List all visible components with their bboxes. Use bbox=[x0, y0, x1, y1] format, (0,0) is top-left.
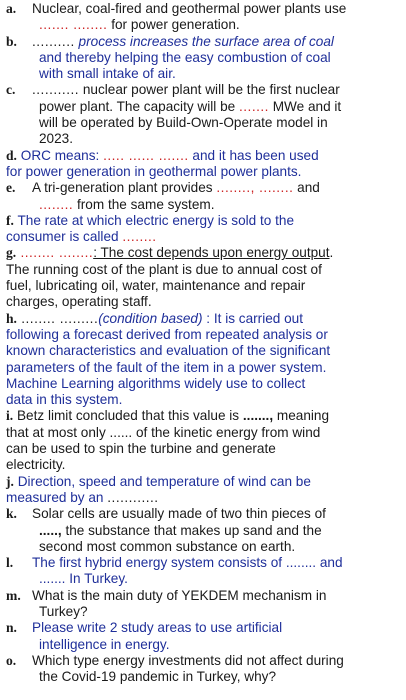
question-text: The rate at which electric energy is sold to the bbox=[13, 212, 295, 228]
question-text: ORC means: bbox=[16, 147, 104, 163]
question-text: and it has been used bbox=[188, 147, 319, 163]
question-text: Please write 2 study areas to use artificial bbox=[32, 620, 283, 636]
question-letter: h. bbox=[6, 310, 17, 326]
question-text: the Covid-19 pandemic in Turkey, why? bbox=[39, 669, 277, 685]
question-text: data in this system. bbox=[6, 392, 123, 408]
question-d bbox=[6, 148, 398, 181]
question-text: electricity. bbox=[6, 457, 66, 473]
question-m bbox=[6, 587, 398, 621]
question-letter: k. bbox=[6, 506, 17, 522]
question-text: 2023. bbox=[39, 131, 74, 147]
question-text: parameters of the fault of the item in a power system. bbox=[6, 359, 327, 375]
blank-dots: .......... bbox=[32, 33, 75, 49]
blank-dots: ....... bbox=[39, 571, 66, 587]
question-k bbox=[6, 506, 398, 555]
question-letter: f. bbox=[6, 212, 14, 228]
blank-dots: ..... ...... ....... bbox=[103, 147, 189, 163]
question-text: meaning bbox=[273, 408, 330, 424]
question-text: intelligence in energy. bbox=[39, 636, 170, 652]
blank-dots: ........ bbox=[39, 196, 74, 212]
question-text: MWe and it bbox=[268, 98, 342, 114]
question-text: Machine Learning algorithms widely use to collect bbox=[6, 375, 306, 391]
question-text: for power generation. bbox=[107, 17, 240, 33]
question-text: What is the main duty of YEKDEM mechanism in bbox=[32, 587, 327, 603]
question-letter: g. bbox=[6, 245, 17, 261]
blank-dots: ...... bbox=[109, 424, 133, 440]
blank-dots: ........... bbox=[32, 82, 80, 98]
question-text: second most common substance on earth. bbox=[39, 538, 296, 554]
question-text: for power generation in geothermal power plants. bbox=[6, 163, 302, 179]
question-text: In Turkey. bbox=[65, 571, 128, 587]
question-text: and bbox=[293, 180, 320, 196]
question-text: Nuclear, coal-fired and geothermal power plants use bbox=[32, 1, 347, 16]
question-text: fuel, lubricating oil, water, maintenance and repair bbox=[6, 278, 306, 294]
question-a bbox=[6, 1, 398, 34]
question-i bbox=[6, 408, 398, 473]
blank-dots: ....., bbox=[39, 522, 62, 538]
question-text: that at most only bbox=[6, 424, 110, 440]
question-text: measured by an bbox=[6, 489, 108, 505]
blank-dots: ........ bbox=[285, 555, 317, 571]
question-f bbox=[6, 213, 398, 246]
question-e bbox=[6, 180, 398, 213]
question-letter: n. bbox=[6, 620, 17, 636]
question-text: from the same system. bbox=[73, 196, 215, 212]
question-text: : The cost depends upon energy output bbox=[93, 245, 330, 261]
question-o bbox=[6, 652, 398, 686]
question-text: can be used to spin the turbine and generate bbox=[6, 441, 276, 457]
question-text: of the kinetic energy from wind bbox=[132, 424, 321, 440]
question-text: will be operated by Build-Own-Operate model in bbox=[39, 115, 328, 131]
question-text: following a forecast derived from repeated analysis or bbox=[6, 326, 328, 342]
blank-dots: ........ ......... bbox=[16, 310, 99, 326]
question-text: charges, operating staff. bbox=[6, 294, 152, 310]
question-text: nuclear power plant will be the first nuclear bbox=[79, 82, 340, 98]
question-text: and thereby helping the easy combustion of coal bbox=[39, 49, 331, 65]
question-letter: c. bbox=[6, 82, 16, 98]
question-letter: d. bbox=[6, 147, 17, 163]
question-b bbox=[6, 33, 398, 83]
question-text: known characteristics and evaluation of the significant bbox=[6, 343, 331, 359]
question-text: A tri-generation plant provides bbox=[32, 180, 217, 196]
question-text: the substance that makes up sand and the bbox=[61, 522, 322, 538]
blank-dots: ....... bbox=[238, 98, 269, 114]
blank-dots: ........ ........ bbox=[16, 245, 94, 261]
question-l bbox=[6, 555, 398, 588]
question-letter: i. bbox=[6, 408, 14, 424]
question-text: Solar cells are usually made of two thin pieces of bbox=[32, 506, 326, 522]
question-text: The running cost of the plant is due to annual cost of bbox=[6, 261, 322, 277]
question-j bbox=[6, 474, 398, 507]
question-letter: l. bbox=[6, 555, 14, 571]
question-letter: a. bbox=[6, 1, 17, 16]
question-text: and bbox=[316, 555, 343, 571]
question-text: process increases the surface area of coal bbox=[74, 33, 334, 49]
blank-dots: ........, ........ bbox=[216, 180, 294, 196]
blank-dots: ......., bbox=[242, 408, 274, 424]
question-text: Betz limit concluded that this value is bbox=[13, 408, 243, 424]
question-text: Which type energy investments did not affect during bbox=[32, 652, 344, 668]
question-text: (condition based) bbox=[98, 310, 203, 326]
blank-dots: ............ bbox=[107, 489, 159, 505]
question-text: Direction, speed and temperature of wind can be bbox=[13, 473, 311, 489]
question-letter: m. bbox=[6, 587, 21, 603]
question-letter: o. bbox=[6, 652, 17, 668]
question-letter: b. bbox=[6, 33, 17, 49]
question-text: with small intake of air. bbox=[39, 66, 176, 82]
question-letter: j. bbox=[6, 473, 14, 489]
question-letter: e. bbox=[6, 180, 16, 196]
question-text: power plant. The capacity will be bbox=[39, 98, 239, 114]
question-text: : It is carried out bbox=[202, 310, 304, 326]
question-text: Turkey? bbox=[39, 603, 88, 619]
question-text: . bbox=[329, 245, 334, 261]
question-g bbox=[6, 245, 398, 310]
question-h bbox=[6, 311, 398, 409]
question-text: consumer is called bbox=[6, 229, 123, 245]
blank-dots: ........ bbox=[122, 229, 157, 245]
question-c bbox=[6, 82, 398, 147]
question-n bbox=[6, 620, 398, 653]
blank-dots: ....... ........ bbox=[39, 17, 108, 33]
question-text: The first hybrid energy system consists of bbox=[32, 555, 286, 571]
